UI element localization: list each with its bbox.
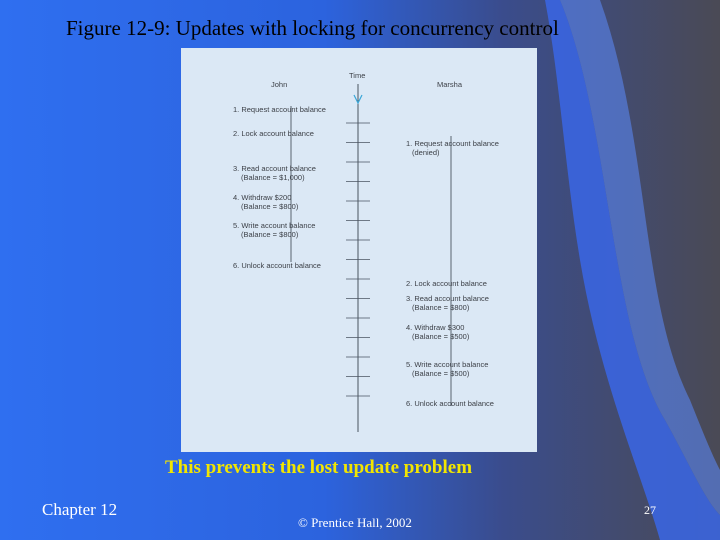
slide-caption: This prevents the lost update problem [165, 457, 473, 478]
john-header: John [271, 80, 288, 89]
john-step-2-label: 2. Lock account balance [233, 129, 314, 138]
marsha-step-1 [406, 139, 499, 157]
marsha-step-5-label: 5. Write account balance [406, 360, 489, 369]
marsha-step-6-label: 6. Unlock account balance [406, 399, 494, 408]
marsha-step-5 [406, 360, 488, 378]
marsha-step-4-detail: (Balance = $500) [412, 332, 470, 341]
john-step-4 [233, 193, 298, 211]
footer-copyright: © Prentice Hall, 2002 [298, 515, 412, 530]
marsha-step-3-label: 3. Read account balance [406, 294, 489, 303]
john-step-4-label: 4. Withdraw $200 [233, 193, 292, 202]
john-step-5-label: 5. Write account balance [233, 221, 316, 230]
john-step-1 [233, 105, 326, 114]
footer-chapter: Chapter 12 [42, 500, 118, 519]
marsha-step-3-detail: (Balance = $800) [412, 303, 470, 312]
john-step-5-detail: (Balance = $800) [241, 230, 299, 239]
marsha-step-2 [406, 279, 487, 288]
slide-title: Figure 12-9: Updates with locking for concurrency control [66, 16, 559, 40]
marsha-header: Marsha [437, 80, 463, 89]
john-step-3-label: 3. Read account balance [233, 164, 316, 173]
marsha-step-2-label: 2. Lock account balance [406, 279, 487, 288]
marsha-step-4-label: 4. Withdraw $300 [406, 323, 465, 332]
marsha-step-5-detail: (Balance = $500) [412, 369, 470, 378]
john-step-4-detail: (Balance = $800) [241, 202, 299, 211]
john-step-6 [233, 261, 321, 270]
marsha-step-6 [406, 399, 494, 408]
marsha-step-4 [406, 323, 469, 341]
john-step-3 [233, 164, 316, 182]
john-step-1-label: 1. Request account balance [233, 105, 326, 114]
john-step-2 [233, 129, 314, 138]
john-step-6-label: 6. Unlock account balance [233, 261, 321, 270]
locking-diagram [181, 48, 537, 452]
john-step-5 [233, 221, 315, 239]
page-number: 27 [644, 503, 656, 517]
time-header: Time [349, 71, 366, 80]
marsha-step-1-detail: (denied) [412, 148, 440, 157]
marsha-step-3 [406, 294, 489, 312]
john-step-3-detail: (Balance = $1,000) [241, 173, 305, 182]
marsha-step-1-label: 1. Request account balance [406, 139, 499, 148]
